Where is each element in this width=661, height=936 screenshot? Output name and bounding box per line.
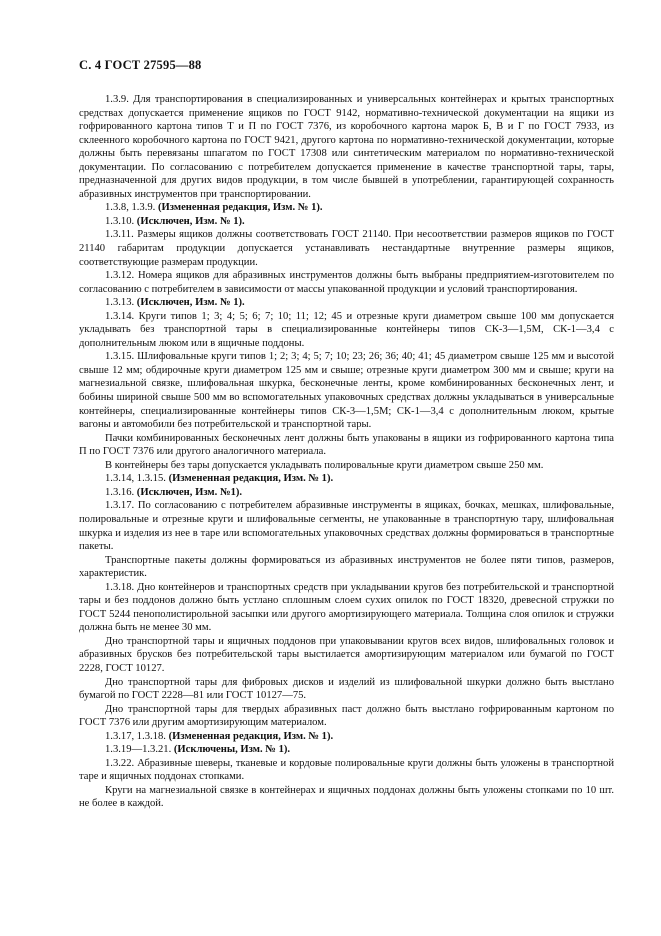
page-header: С. 4 ГОСТ 27595—88 [79,58,202,72]
clause-number: 1.3.17, 1.3.18. [105,730,166,742]
paragraph: Круги на магнезиальной связке в контейнерах и ящичных поддонах должны быть уложены стопками по 10 шт. не более в каждой. [79,784,614,810]
paragraph: 1.3.22. Абразивные шеверы, тканевые и кордовые полировальные круги должны быть уложены в транспортной таре и ящичных поддонах стопками. [79,757,614,783]
clause-number: 1.3.13. [105,297,135,309]
paragraph: 1.3.11. Размеры ящиков должны соответствовать ГОСТ 21140. При несоответствии размеров ящиков по ГОСТ 21140 габаритам продукции допускается устанавливать нестандартные внутренние размеры ящиков, соответствующие размерам продукции. [79,229,614,268]
paragraph: 1.3.15. Шлифовальные круги типов 1; 2; 3; 4; 5; 7; 10; 23; 26; 36; 40; 41; 45 диаметром свыше 125 мм и высотой свыше 12 мм; обдирочные круги диаметром 125 мм и свыше; отрезные круги диаметром 300 мм и свыше; круги на магнезиальной связке, шлифовальная шкурка, бесконечные ленты, кроме комбинированных бесконечных лент, и бобины шириной свыше 500 мм во вспомогательных упаковочных средствах должны укладываться в универсальные контейнеры, специализированные контейнеры типов СК-3—1,5М; СК-1—3,4 с дополнительным люком, крытые вагоны и автомобили без потребительской и транспортной тары. [79,351,614,431]
revision-note [79,201,614,215]
clause-number: 1.3.10. [105,215,135,227]
paragraph: В контейнеры без тары допускается укладывать полировальные круги диаметром свыше 250 мм. [105,459,544,471]
paragraph: Транспортные пакеты должны формироваться из абразивных инструментов не более пяти типов, размеров, характеристик. [79,554,614,580]
clause-number: 1.3.14, 1.3.15. [105,473,166,485]
revision-note [79,486,614,500]
revision-note [79,472,614,486]
revision-mark: (Исключен, Изм. № 1). [136,297,245,309]
paragraph: Дно транспортной тары для фибровых дисков и изделий из шлифовальной шкурки должно быть выстлано бумагой по ГОСТ 2228—81 или ГОСТ 10127—75. [79,676,614,702]
revision-note [79,215,614,229]
revision-note [79,730,614,744]
clause-number: 1.3.16. [105,486,135,498]
paragraph: 1.3.9. Для транспортирования в специализированных и универсальных контейнерах и крытых транспортных средствах допускается применение ящиков по ГОСТ 9142, нормативно-технической документации на ящики из гофрированного картона типов Т и П по ГОСТ 7376, из коробочного картона марок Б, В и Г по ГОСТ 7933, из склеенного коробочного картона по ГОСТ 9421, другого картона по нормативно-технической документации, которые должны быть перевязаны шпагатом по ГОСТ 17308 или синтетическим материалом по нормативно-технической документации. По согласованию с потребителем допускается применение в качестве транспортной тары, тары, предназначенной для других видов продукции, в том числе бывшей в употреблении, гарантирующей сохранность абразивных инструментов при транспортировании. [79,94,614,200]
paragraph: Дно транспортной тары для твердых абразивных паст должно быть выстлано гофрированным картоном по ГОСТ 7376 или другим амортизирующим материалом. [79,703,614,729]
revision-mark: (Исключены, Изм. № 1). [173,744,291,756]
revision-mark: (Измененная редакция, Изм. № 1). [168,473,334,485]
paragraph: 1.3.12. Номера ящиков для абразивных инструментов должны быть выбраны предприятием-изготовителем по согласованию с потребителем в зависимости от массы упакованной продукции и условий транспортирования. [79,270,614,295]
clause-number: 1.3.19—1.3.21. [105,744,172,756]
document-body [79,93,614,811]
revision-mark: (Исключен, Изм. № 1). [136,215,245,227]
paragraph: 1.3.18. Дно контейнеров и транспортных средств при укладывании кругов без потребительской и транспортной тары и без поддонов должно быть устлано сплошным слоем сухих опилок по ГОСТ 18320, древесной стружки по ГОСТ 5244 пенополистирольной засыпки или другого амортизирующего материала. Толщина слоя опилок и стружки должна быть не менее 30 мм. [79,581,614,634]
paragraph: 1.3.14. Круги типов 1; 3; 4; 5; 6; 7; 10; 11; 12; 45 и отрезные круги диаметром свыше 100 мм допускается укладывать без транспортной тары в специализированные контейнеры типов СК-3—1,5М, СК-1—3,4 с дополнительным люком или в ящичные поддоны. [79,310,614,349]
clause-number: 1.3.8, 1.3.9. [105,202,156,214]
revision-mark: (Исключен, Изм. №1). [136,486,243,498]
revision-note [79,743,614,757]
paragraph: Пачки комбинированных бесконечных лент должны быть упакованы в ящики из гофрированного картона типа П по ГОСТ 7376 или другого аналогичного материала. [79,432,614,458]
revision-mark: (Измененная редакция, Изм. № 1). [157,202,323,214]
paragraph: Дно транспортной тары и ящичных поддонов при упаковывании кругов всех видов, шлифовальных головок и абразивных брусков без потребительской тары выстилается амортизирующим материалом или бумагой по ГОСТ 2228, ГОСТ 10127. [79,635,614,674]
paragraph: 1.3.17. По согласованию с потребителем абразивные инструменты в ящиках, бочках, мешках, шлифовальные, полировальные и отрезные круги и шлифовальные сегменты, не упакованные в транспортную тару, шлифовальная шкурка и изделия из нее в таре или вспомогательных упаковочных средствах должны формироваться в транспортные пакеты. [79,500,614,553]
revision-note [79,296,614,310]
revision-mark: (Измененная редакция, Изм. № 1). [168,730,334,742]
